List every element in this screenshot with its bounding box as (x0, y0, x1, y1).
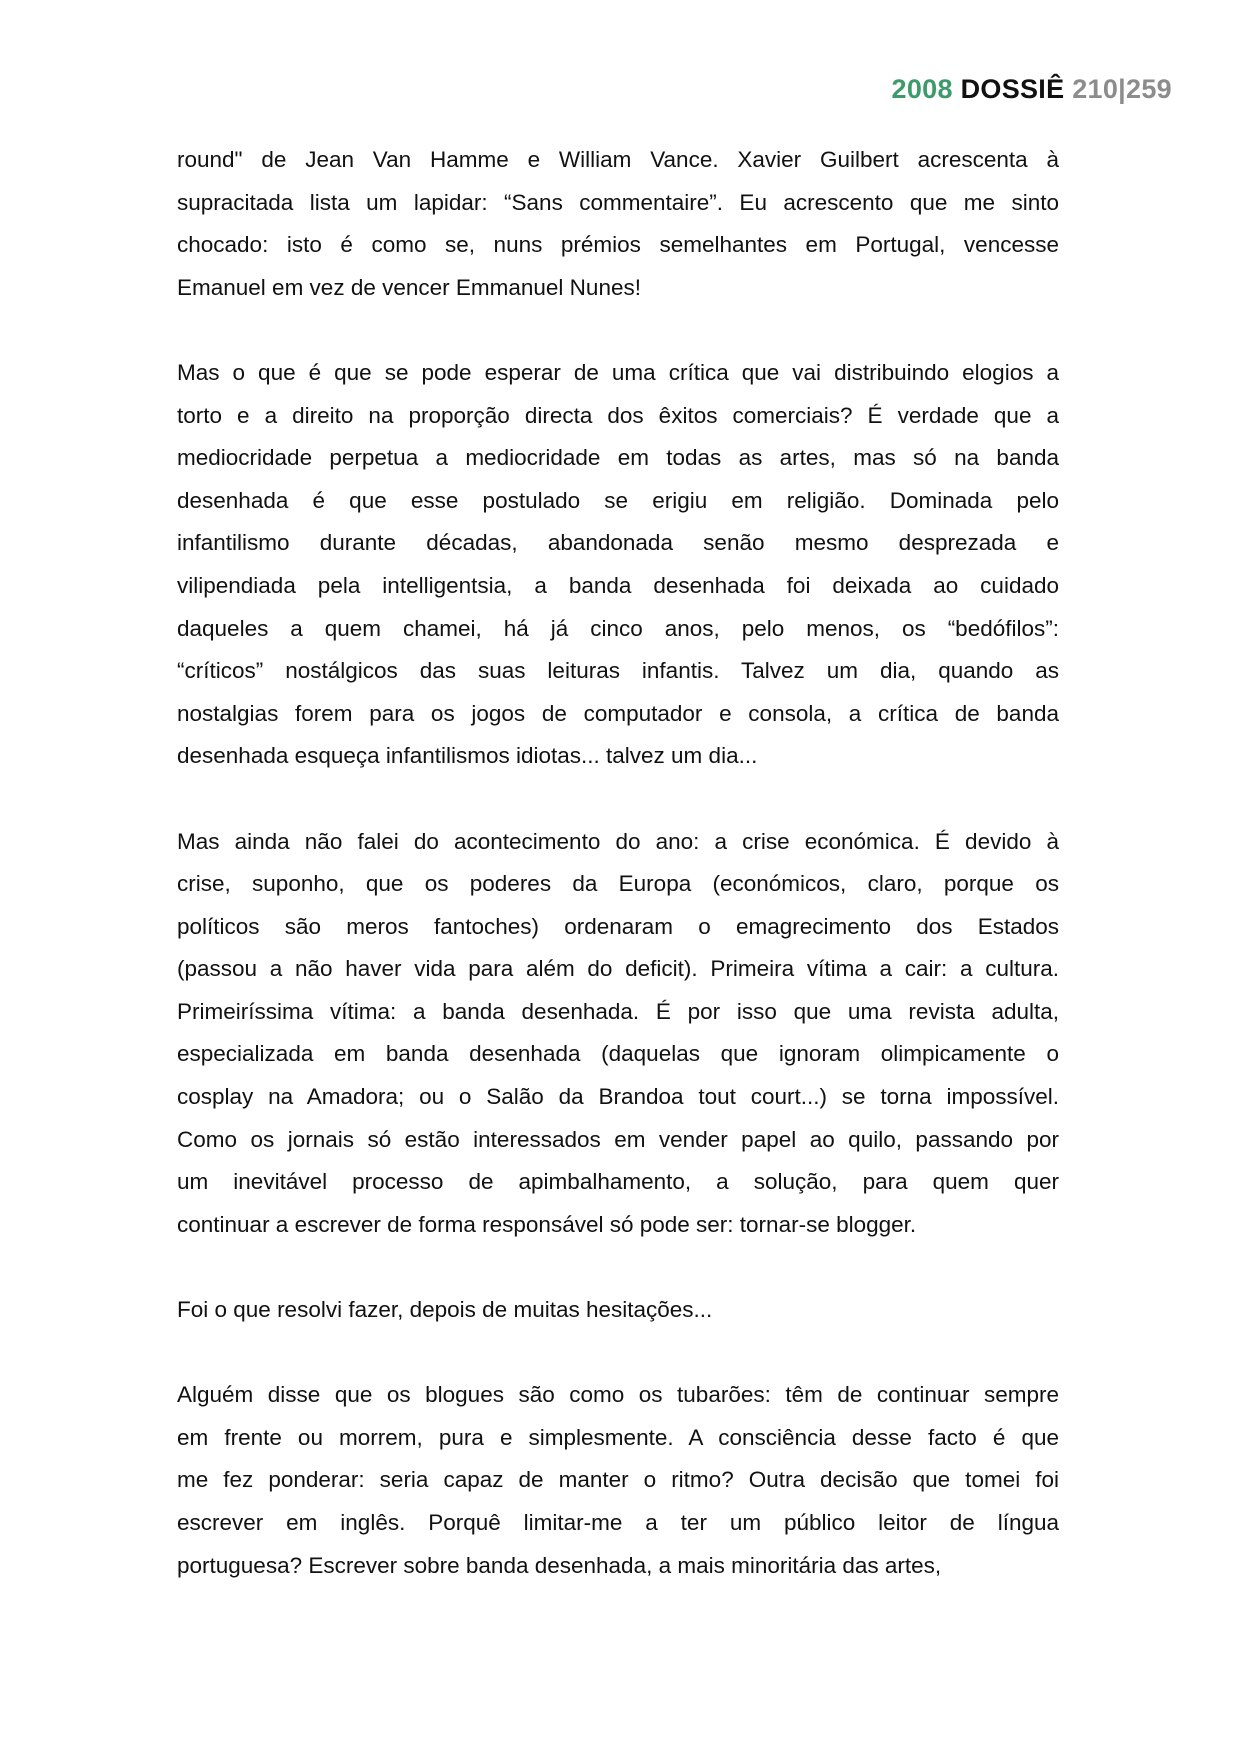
paragraph (177, 1289, 1059, 1332)
page-header (892, 74, 1172, 105)
text-line: desenhada é que esse postulado se erigiu em religião. Dominada pelo (177, 487, 1059, 513)
text-line: continuar a escrever de forma responsável só pode ser: tornar-se blogger. (177, 1211, 917, 1237)
text-line: nostalgias forem para os jogos de computador e consola, a crítica de banda (177, 700, 1059, 726)
text-line: vilipendiada pela intelligentsia, a banda desenhada foi deixada ao cuidado (177, 572, 1059, 598)
text-line: Primeiríssima vítima: a banda desenhada. É por isso que uma revista adulta, (177, 998, 1059, 1024)
text-line: Emanuel em vez de vencer Emmanuel Nunes! (177, 274, 641, 300)
text-line: round" de Jean Van Hamme e William Vance. Xavier Guilbert acrescenta à (177, 147, 1059, 172)
text-line: cosplay na Amadora; ou o Salão da Brandoa tout court...) se torna impossível. (177, 1084, 1059, 1110)
text-line: Foi o que resolvi fazer, depois de muitas hesitações... (177, 1297, 713, 1323)
text-line: desenhada esqueça infantilismos idiotas... talvez um dia... (177, 743, 758, 769)
text-line: “críticos” nostálgicos das suas leituras infantis. Talvez um dia, quando as (177, 658, 1059, 684)
paragraph (177, 139, 1059, 309)
text-line: portuguesa? Escrever sobre banda desenhada, a mais minoritária das artes, (177, 1552, 942, 1578)
text-line: torto e a direito na proporção directa dos êxitos comerciais? É verdade que a (177, 402, 1059, 428)
text-line: Mas o que é que se pode esperar de uma crítica que vai distribuindo elogios a (177, 359, 1059, 385)
paragraph (177, 1374, 1059, 1587)
paragraph (177, 821, 1059, 1247)
text-line: infantilismo durante décadas, abandonada senão mesmo desprezada e (177, 530, 1059, 556)
header-title: DOSSIÊ (960, 74, 1065, 104)
text-line: escrever em inglês. Porquê limitar-me a ter um público leitor de língua (177, 1510, 1059, 1535)
text-line: Alguém disse que os blogues são como os tubarões: têm de continuar sempre (177, 1382, 1059, 1408)
paragraph (177, 352, 1059, 778)
page-number: 210|259 (1072, 74, 1172, 104)
text-line: políticos são meros fantoches) ordenaram o emagrecimento dos Estados (177, 913, 1059, 939)
text-line: mediocridade perpetua a mediocridade em todas as artes, mas só na banda (177, 445, 1059, 471)
text-line: crise, suponho, que os poderes da Europa (económicos, claro, porque os (177, 871, 1059, 897)
text-line: Como os jornais só estão interessados em vender papel ao quilo, passando por (177, 1126, 1059, 1152)
text-line: especializada em banda desenhada (daquelas que ignoram olimpicamente o (177, 1041, 1059, 1067)
text-line: (passou a não haver vida para além do deficit). Primeira vítima a cair: a cultura. (177, 956, 1059, 982)
text-line: Mas ainda não falei do acontecimento do ano: a crise económica. É devido à (177, 828, 1059, 854)
document-body (177, 139, 1059, 1630)
text-line: daqueles a quem chamei, há já cinco anos, pelo menos, os “bedófilos”: (177, 615, 1059, 641)
text-line: me fez ponderar: seria capaz de manter o ritmo? Outra decisão que tomei foi (177, 1467, 1059, 1493)
text-line: supracitada lista um lapidar: “Sans commentaire”. Eu acrescento que me sinto (177, 189, 1059, 215)
text-line: chocado: isto é como se, nuns prémios semelhantes em Portugal, vencesse (177, 232, 1059, 258)
text-line: um inevitável processo de apimbalhamento, a solução, para quem quer (177, 1169, 1059, 1195)
text-line: em frente ou morrem, pura e simplesmente. A consciência desse facto é que (177, 1424, 1059, 1450)
header-year: 2008 (891, 74, 953, 104)
